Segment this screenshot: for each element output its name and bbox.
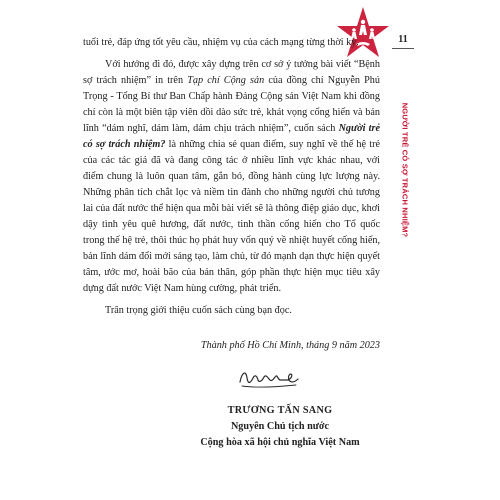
journal-name: Tạp chí Cộng sản [187, 75, 265, 86]
book-title: Người trẻ có sợ trách nhiệm? [83, 123, 380, 150]
body-text [83, 35, 380, 319]
paragraph-closing: Trân trọng giới thiệu cuốn sách cùng bạn đọc. [105, 305, 292, 316]
paragraph-main [83, 57, 380, 297]
signer-name: TRƯƠNG TẤN SANG [227, 405, 333, 416]
text-run: Với hướng đi đó, được xây dựng trên cơ sở ý tưởng bài viết “Bệnh sợ trách nhiệm” in trên [83, 59, 380, 86]
paragraph-continuation: tuổi trẻ, đáp ứng tốt yêu cầu, nhiệm vụ của cách mạng từng thời kỳ. [83, 37, 359, 48]
dateline: Thành phố Hồ Chí Minh, tháng 9 năm 2023 [200, 340, 380, 351]
text-run: là những chia sẻ quan điểm, suy nghĩ về thế hệ trẻ của các tác giả đã và đang công tác ở nhiều lĩnh vực khác nhau, với điểm chung là luôn quan tâm, gắn bó, đồng hành cùng lực lượng này. Những phân tích chắt lọc và niềm tin đành cho những người chủ tương lai của đất nước thể hiện qua mỗi bài viết sẽ là thông điệp giáo dục, khơi dậy tình yêu quê hương, đất nước, tinh thần cống hiến cho Tổ quốc trong thế hệ trẻ, thôi thúc họ phát huy vốn quý về nhiệt huyết cống hiến, bản lĩnh dám đổi mới sáng tạo, làm chủ, từ đó mạnh dạn thực hiện quyết tâm, ước mơ, hoài bão của bản thân, góp phần thực hiện mục tiêu xây dựng đất nước Việt Nam hùng cường, phát triển. [83, 139, 380, 294]
handwritten-signature-icon [236, 366, 302, 392]
text-run: của đồng chí Nguyễn Phú Trọng - Tổng Bí thư Ban Chấp hành Đảng Cộng sản Việt Nam khi đồng chí còn là một biên tập viên dồi dào sức trẻ, khát vọng cống hiến và bản lĩnh “dám nghĩ, dám làm, dám chịu trách nhiệm”, cuốn sách [83, 75, 380, 134]
signer-country: Cộng hòa xã hội chủ nghĩa Việt Nam [200, 437, 360, 448]
signer-role: Nguyên Chủ tịch nước [230, 421, 330, 432]
page-number: 11 [398, 34, 408, 45]
running-head: NGƯỜI TRẺ CÓ SỢ TRÁCH NHIỆM? [400, 102, 410, 238]
signature-block [180, 403, 380, 451]
header-rule [392, 48, 414, 49]
